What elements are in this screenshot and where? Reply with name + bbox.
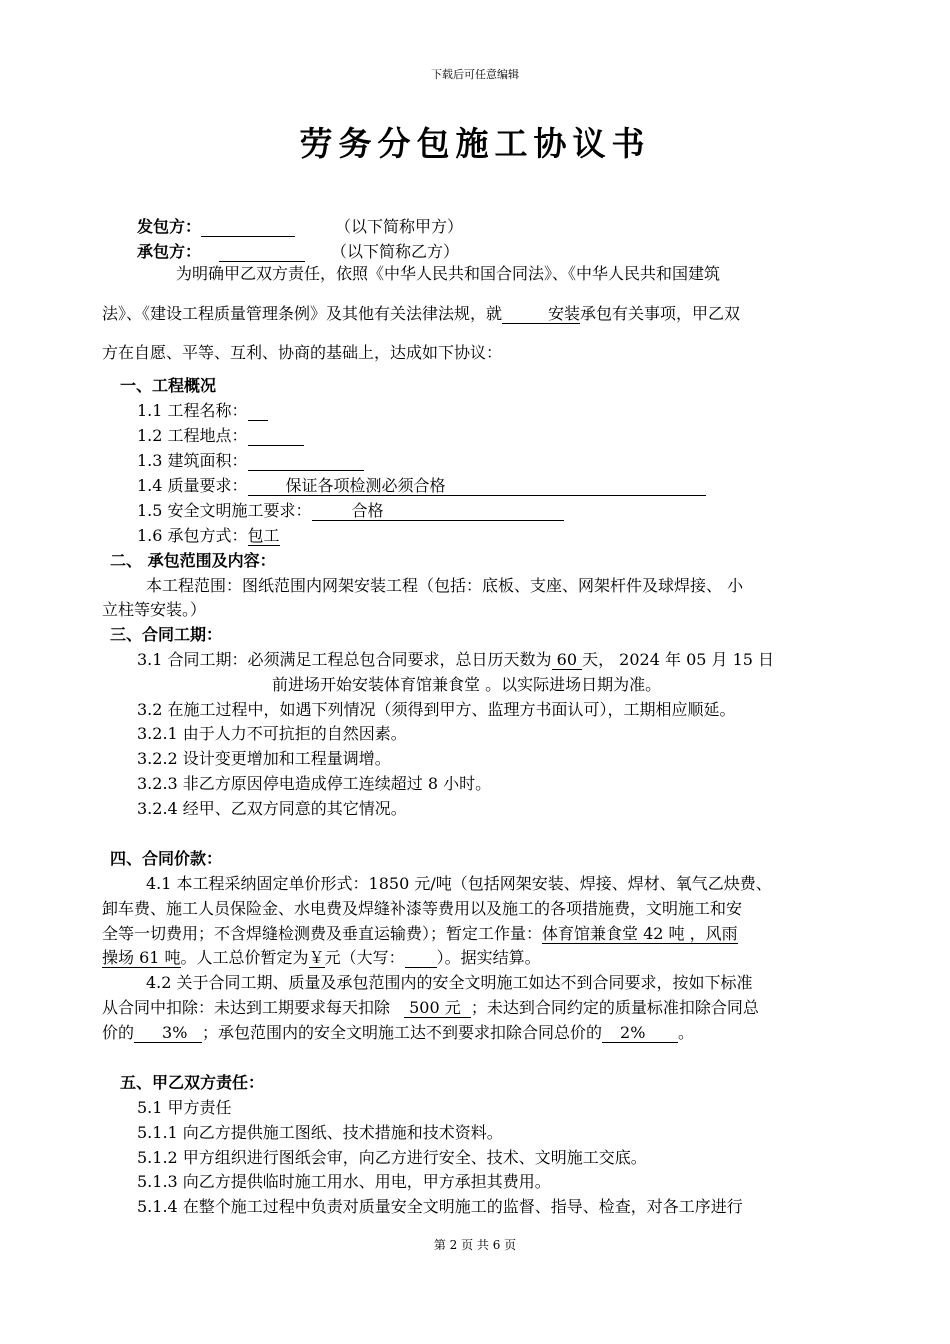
intro-line-2-end: 承包有关事项，甲乙双 bbox=[580, 304, 741, 323]
building-area-label: 1.3 建筑面积： bbox=[137, 451, 248, 470]
project-name-blank bbox=[248, 402, 268, 421]
project-location-label: 1.2 工程地点： bbox=[137, 426, 248, 445]
extension-line: 3.2 在施工过程中，如遇下列情况（须得到甲方、监理方书面认可），工期相应顺延。 bbox=[137, 700, 736, 719]
start-date-text: 天， 2024 年 05 月 15 日 bbox=[582, 650, 775, 669]
party-a-duty-1: 5.1.1 向乙方提供施工图纸、技术措施和技术资料。 bbox=[137, 1123, 503, 1142]
party-a-duty-2: 5.1.2 甲方组织进行图纸会审，向乙方进行安全、技术、文明施工交底。 bbox=[137, 1148, 647, 1167]
penalty-safety-value: 2% bbox=[620, 1023, 646, 1042]
duration-line-2: 前进场开始安装体育馆兼食堂 。以实际进场日期为准。 bbox=[272, 675, 662, 694]
total-price-label: 。人工总价暂定为 bbox=[180, 948, 309, 967]
party-a-duty-3: 5.1.3 向乙方提供临时施工用水、用电，甲方承担其费用。 bbox=[137, 1172, 551, 1191]
penalty-delay-blank bbox=[404, 999, 471, 1018]
building-area-line bbox=[137, 451, 364, 471]
penalty-delay-text: 从合同中扣除：未达到工期要求每天扣除 bbox=[102, 998, 391, 1017]
total-price-words-label: 元（大写： bbox=[324, 948, 405, 967]
price-line-3-text: 全等一切费用；不含焊缝检测费及垂直运输费）；暂定工作量： bbox=[102, 924, 543, 943]
section-4-heading: 四、合同价款： bbox=[110, 849, 223, 868]
building-area-blank bbox=[248, 452, 364, 471]
quality-requirement-blank bbox=[248, 477, 706, 496]
penalty-quality-text: ；未达到合同约定的质量标准扣除合同总 bbox=[470, 998, 759, 1017]
section-5-heading: 五、甲乙双方责任： bbox=[120, 1073, 265, 1092]
workload-value: 体育馆兼食堂 42 吨 ，风雨 bbox=[542, 924, 738, 943]
page-header: 下载后可任意编辑 bbox=[431, 68, 519, 81]
workload-value-cont: 操场 61 吨 bbox=[102, 948, 181, 967]
safety-requirement-label: 1.5 安全文明施工要求： bbox=[137, 501, 312, 520]
penalty-safety-blank bbox=[602, 1024, 678, 1043]
safety-requirement-blank bbox=[312, 502, 564, 521]
settlement-text: ）。据实结算。 bbox=[436, 948, 541, 967]
duration-text: 3.1 合同工期：必须满足工程总包合同要求，总日历天数为 bbox=[137, 650, 552, 669]
price-line-4 bbox=[102, 948, 541, 968]
price-line-3 bbox=[102, 924, 738, 944]
safety-requirement-line bbox=[137, 501, 564, 521]
party-a-blank bbox=[201, 218, 295, 237]
project-name-line bbox=[137, 401, 268, 421]
penalty-line-2 bbox=[102, 998, 759, 1018]
penalty-quality-value: 3% bbox=[162, 1023, 188, 1042]
quality-requirement-value: 保证各项检测必须合格 bbox=[285, 476, 446, 495]
duration-days: 60 bbox=[556, 650, 577, 669]
extension-item-1: 3.2.1 由于人力不可抗拒的自然因素。 bbox=[137, 724, 407, 743]
party-b-label: 承包方： bbox=[137, 242, 202, 261]
extension-item-3: 3.2.3 非乙方原因停电造成停工连续超过 8 小时。 bbox=[137, 774, 492, 793]
penalty-quality-label: 价的 bbox=[102, 1023, 135, 1042]
quality-requirement-line bbox=[137, 476, 706, 496]
quality-requirement-label: 1.4 质量要求： bbox=[137, 476, 248, 495]
intro-line-3: 方在自愿、平等、互利、协商的基础上，达成如下协议： bbox=[102, 343, 503, 362]
document-title: 劳务分包施工协议书 bbox=[299, 124, 651, 163]
contract-mode-value: 包工 bbox=[247, 526, 280, 545]
project-location-blank bbox=[248, 427, 304, 446]
extension-item-4: 3.2.4 经甲、乙双方同意的其它情况。 bbox=[137, 799, 407, 818]
party-a-duty-heading: 5.1 甲方责任 bbox=[137, 1098, 232, 1117]
extension-item-2: 3.2.2 设计变更增加和工程量调增。 bbox=[137, 749, 391, 768]
total-price-words-blank bbox=[405, 949, 437, 968]
contract-mode-label: 1.6 承包方式： bbox=[137, 526, 248, 545]
safety-requirement-value: 合格 bbox=[351, 501, 384, 520]
project-type-blank bbox=[502, 305, 580, 324]
penalty-safety-text: ；承包范围内的安全文明施工达不到要求扣除合同总价的 bbox=[202, 1023, 603, 1042]
party-b-note: （以下简称乙方） bbox=[331, 242, 460, 261]
intro-line-1: 为明确甲乙双方责任，依照《中华人民共和国合同法》、《中华人民共和国建筑 bbox=[176, 264, 721, 283]
price-line-1: 4.1 本工程采纳固定单价形式：1850 元/吨（包括网架安装、焊接、焊材、氧气乙炔费、 bbox=[146, 874, 772, 893]
project-location-line bbox=[137, 426, 304, 446]
total-price-blank: ￥ bbox=[308, 948, 325, 967]
party-b-line bbox=[137, 242, 459, 262]
party-b-blank bbox=[219, 243, 305, 262]
party-a-note: （以下简称甲方） bbox=[335, 217, 464, 236]
duration-days-blank bbox=[552, 651, 583, 670]
price-line-2: 卸车费、施工人员保险金、水电费及焊缝补漆等费用以及施工的各项措施费，文明施工和安 bbox=[102, 899, 743, 918]
party-a-label: 发包方： bbox=[137, 217, 202, 236]
scope-line-1: 本工程范围：图纸范围内网架安装工程（包括：底板、支座、网架杆件及球焊接、 小 bbox=[146, 576, 744, 595]
penalty-end: 。 bbox=[678, 1023, 695, 1042]
intro-line-2-text: 法》、《建设工程质量管理条例》及其他有关法律法规，就 bbox=[102, 304, 503, 323]
penalty-line-1: 4.2 关于合同工期、质量及承包范围内的安全文明施工如达不到合同要求，按如下标准 bbox=[146, 973, 753, 992]
section-3-heading: 三、合同工期： bbox=[110, 625, 223, 644]
section-2-heading: 二、 承包范围及内容： bbox=[110, 551, 276, 570]
page-number: 第 2 页 共 6 页 bbox=[433, 1238, 517, 1252]
duration-line-1 bbox=[137, 650, 774, 670]
project-name-label: 1.1 工程名称： bbox=[137, 401, 248, 420]
project-type-value: 安装 bbox=[548, 304, 581, 323]
intro-line-2 bbox=[102, 304, 740, 324]
section-1-heading: 一、工程概况 bbox=[120, 376, 217, 395]
penalty-delay-value: 500 元 bbox=[409, 998, 461, 1017]
penalty-line-3 bbox=[102, 1023, 694, 1043]
party-a-duty-4: 5.1.4 在整个施工过程中负责对质量安全文明施工的监督、指导、检查，对各工序进行 bbox=[137, 1197, 743, 1216]
penalty-quality-blank bbox=[134, 1024, 202, 1043]
party-a-line bbox=[137, 217, 463, 237]
contract-mode-line bbox=[137, 526, 280, 546]
scope-line-2: 立柱等安装。） bbox=[102, 600, 207, 619]
